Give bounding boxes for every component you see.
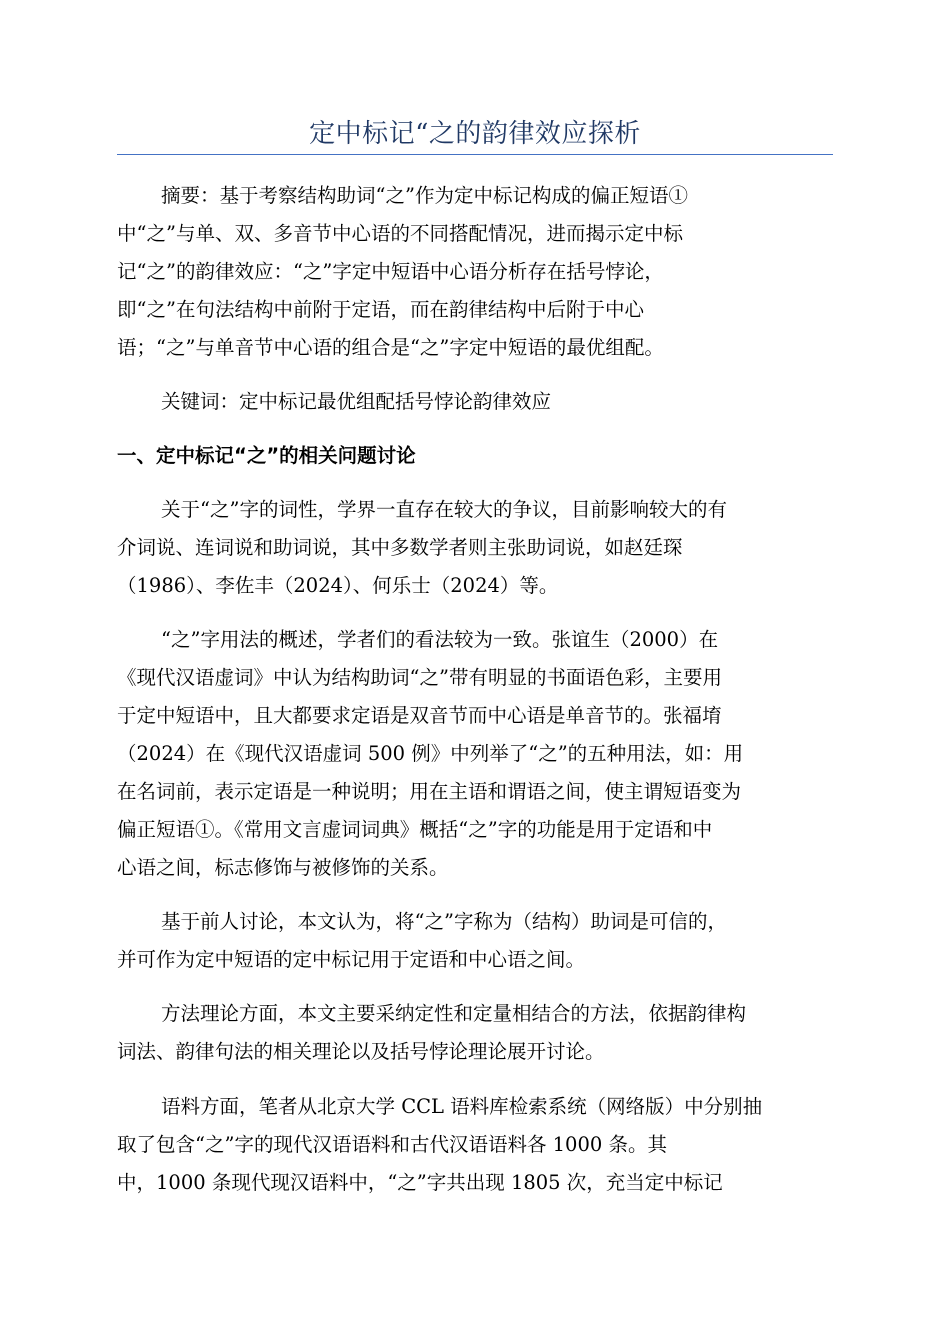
abstract-line-3: 记“之”的韵律效应：“之”字定中短语中心语分析存在括号悖论， [117, 260, 664, 283]
paragraph-2-line-7: 心语之间，标志修饰与被修饰的关系。 [117, 856, 449, 879]
abstract-paragraph [117, 177, 833, 367]
keywords-paragraph [117, 383, 833, 421]
paragraph-3 [117, 903, 833, 979]
paragraph-2-line-3: 于定中短语中，且大都要求定语是双音节而中心语是单音节的。张福堉 [117, 704, 722, 727]
paragraph-1 [117, 491, 833, 605]
paragraph-2-line-1: “之”字用法的概述，学者们的看法较为一致。张谊生（2000）在 [161, 628, 719, 651]
section-heading: 一、定中标记“之”的相关问题讨论 [117, 444, 416, 467]
paragraph-1-line-1: 关于“之”字的词性，学界一直存在较大的争议，目前影响较大的有 [161, 498, 727, 521]
document-title: 定中标记“之的韵律效应探析 [309, 119, 641, 149]
paragraph-5-line-2: 取了包含“之”字的现代汉语语料和古代汉语语料各 1000 条。其 [117, 1133, 667, 1156]
abstract-line-2: 中“之”与单、双、多音节中心语的不同搭配情况，进而揭示定中标 [117, 222, 683, 245]
paragraph-2-line-2: 《现代汉语虚词》中认为结构助词“之”带有明显的书面语色彩，主要用 [117, 666, 722, 689]
paragraph-2-line-5: 在名词前，表示定语是一种说明；用在主语和谓语之间，使主谓短语变为 [117, 780, 742, 803]
title-underline [117, 154, 833, 155]
paragraph-4 [117, 995, 833, 1071]
paragraph-2-line-6: 偏正短语①。《常用文言虚词词典》概括“之”字的功能是用于定语和中 [117, 818, 713, 841]
keywords-line: 关键词：定中标记最优组配括号悖论韵律效应 [161, 390, 552, 413]
paragraph-1-line-2: 介词说、连词说和助词说，其中多数学者则主张助词说，如赵廷琛 [117, 536, 683, 559]
paragraph-1-line-3: （1986）、李佐丰（2024）、何乐士（2024）等。 [117, 574, 559, 597]
paragraph-5 [117, 1088, 833, 1202]
paragraph-3-line-2: 并可作为定中短语的定中标记用于定语和中心语之间。 [117, 948, 586, 971]
paragraph-3-line-1: 基于前人讨论，本文认为，将“之”字称为（结构）助词是可信的， [161, 910, 727, 933]
paragraph-4-line-2: 词法、韵律句法的相关理论以及括号悖论理论展开讨论。 [117, 1040, 605, 1063]
abstract-line-4: 即“之”在句法结构中前附于定语，而在韵律结构中后附于中心 [117, 298, 644, 321]
paragraph-4-line-1: 方法理论方面，本文主要采纳定性和定量相结合的方法，依据韵律构 [161, 1002, 747, 1025]
paragraph-2 [117, 621, 833, 887]
paragraph-2-line-4: （2024）在《现代汉语虚词 500 例》中列举了“之”的五种用法，如：用 [117, 742, 744, 765]
abstract-line-5: 语；“之”与单音节中心语的组合是“之”字定中短语的最优组配。 [117, 336, 664, 359]
paragraph-5-line-3: 中，1000 条现代现汉语料中，“之”字共出现 1805 次，充当定中标记 [117, 1171, 723, 1194]
abstract-line-1: 摘要：基于考察结构助词“之”作为定中标记构成的偏正短语① [161, 184, 688, 207]
paragraph-5-line-1: 语料方面，笔者从北京大学 CCL 语料库检索系统（网络版）中分别抽 [161, 1095, 763, 1118]
